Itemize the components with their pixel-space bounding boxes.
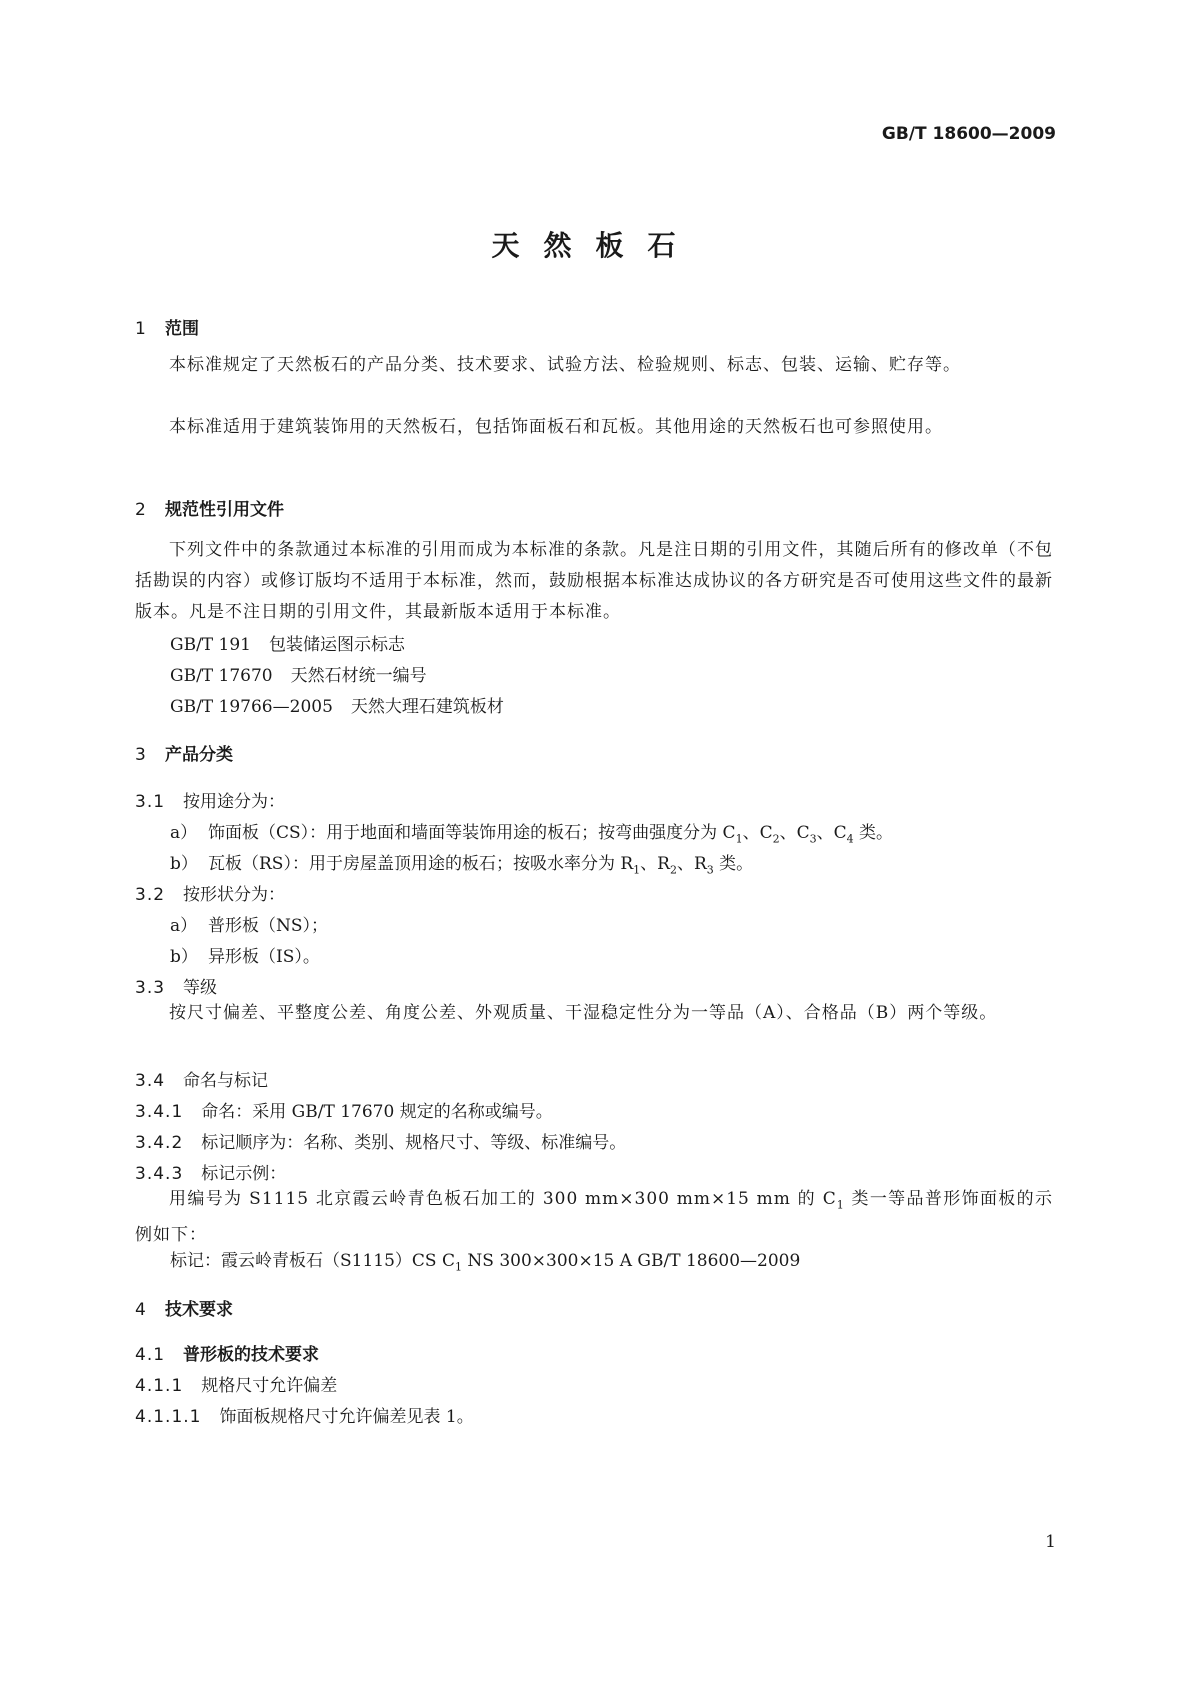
clause-3-1 <box>135 787 285 812</box>
clause-3-4-2 <box>135 1128 626 1153</box>
clause-3-3 <box>135 973 217 998</box>
reference-name: 天然石材统一编号 <box>290 666 427 686</box>
clause-number: 4.1.1.1 <box>135 1407 202 1427</box>
section-3-heading <box>135 740 233 765</box>
reference-name: 包装储运图示标志 <box>269 635 405 655</box>
clause-3-4-3-paragraph <box>135 1184 1053 1251</box>
section-title: 范围 <box>165 319 199 339</box>
subscript: 1 <box>735 832 743 846</box>
clause-title: 规格尺寸允许偏差 <box>201 1376 338 1396</box>
clause-title: 饰面板规格尺寸允许偏差见表 1。 <box>219 1407 474 1427</box>
list-text: 、R <box>640 854 670 874</box>
mark-text: 标记：霞云岭青板石（S1115）CS C <box>170 1251 455 1271</box>
clause-title: 按用途分为： <box>183 792 286 812</box>
clause-3-4-3 <box>135 1159 286 1184</box>
section-2-heading <box>135 495 284 520</box>
reference-item <box>170 630 405 655</box>
list-label: b） <box>170 947 198 967</box>
section-title: 规范性引用文件 <box>165 500 284 520</box>
clause-number: 3.4.2 <box>135 1133 184 1153</box>
clause-title: 标记顺序为：名称、类别、规格尺寸、等级、标准编号。 <box>201 1133 627 1153</box>
list-item <box>170 911 328 936</box>
paragraph-text: 用编号为 S1115 北京霞云岭青色板石加工的 300 mm×300 mm×15 mm 的 C <box>169 1189 837 1209</box>
list-item <box>170 942 320 967</box>
section-number: 2 <box>135 500 146 520</box>
clause-title: 标记示例： <box>201 1164 287 1184</box>
clause-title: 等级 <box>183 978 218 998</box>
clause-4-1-1 <box>135 1371 337 1396</box>
mark-text: NS 300×300×15 A GB/T 18600—2009 <box>461 1251 801 1271</box>
standard-number: GB/T 18600—2009 <box>881 124 1056 144</box>
list-text: 、C <box>816 823 847 843</box>
clause-title: 普形板的技术要求 <box>183 1345 320 1365</box>
list-text: 瓦板（RS）：用于房屋盖顶用途的板石；按吸水率分为 R <box>208 854 634 874</box>
section-number: 1 <box>135 319 146 339</box>
list-text: 类。 <box>853 823 894 843</box>
clause-number: 4.1 <box>135 1345 166 1365</box>
clause-4-1 <box>135 1340 319 1365</box>
clause-number: 4.1.1 <box>135 1376 184 1396</box>
clause-3-4-1 <box>135 1097 553 1122</box>
section-title: 技术要求 <box>165 1300 233 1320</box>
clause-title: 命名与标记 <box>183 1071 269 1091</box>
clause-4-1-1-1 <box>135 1402 474 1427</box>
subscript: 2 <box>669 863 677 877</box>
clause-title: 命名：采用 GB/T 17670 规定的名称或编号。 <box>201 1102 553 1122</box>
clause-number: 3.1 <box>135 792 166 812</box>
reference-code: GB/T 17670 <box>170 666 273 686</box>
section-title: 产品分类 <box>165 745 233 765</box>
clause-number: 3.4 <box>135 1071 166 1091</box>
list-text: 普形板（NS）； <box>208 916 329 936</box>
mark-example <box>170 1246 800 1273</box>
list-item <box>170 849 753 876</box>
section-number: 4 <box>135 1300 146 1320</box>
subscript: 1 <box>633 863 641 877</box>
reference-code: GB/T 19766—2005 <box>170 697 333 717</box>
subscript: 1 <box>836 1198 845 1212</box>
subscript: 3 <box>809 832 817 846</box>
list-item <box>170 818 893 845</box>
section-1-paragraph-1: 本标准规定了天然板石的产品分类、技术要求、试验方法、检验规则、标志、包装、运输、贮存等。 <box>169 355 961 375</box>
list-text: 饰面板（CS）：用于地面和墙面等装饰用途的板石；按弯曲强度分为 C <box>208 823 736 843</box>
section-2-paragraph: 下列文件中的条款通过本标准的引用而成为本标准的条款。凡是注日期的引用文件，其随后所有的修改单（不包括勘误的内容）或修订版均不适用于本标准，然而，鼓励根据本标准达成协议的各方研究是否可使用这些文件的最新版本。凡是不注日期的引用文件，其最新版本适用于本标准。 <box>135 540 1053 622</box>
clause-number: 3.4.3 <box>135 1164 184 1184</box>
reference-code: GB/T 191 <box>170 635 251 655</box>
document-title: 天然板石 <box>491 229 700 262</box>
section-number: 3 <box>135 745 146 765</box>
reference-item <box>170 692 504 717</box>
list-label: a） <box>170 916 198 936</box>
clause-number: 3.3 <box>135 978 166 998</box>
list-text: 、R <box>676 854 707 874</box>
clause-3-4 <box>135 1066 268 1091</box>
subscript: 1 <box>454 1260 462 1274</box>
list-label: a） <box>170 823 198 843</box>
clause-3-2 <box>135 880 285 905</box>
clause-number: 3.4.1 <box>135 1102 184 1122</box>
subscript: 4 <box>846 832 854 846</box>
list-text: 、C <box>779 823 810 843</box>
list-text: 、C <box>742 823 773 843</box>
clause-title: 按形状分为： <box>183 885 286 905</box>
clause-3-3-paragraph: 按尺寸偏差、平整度公差、角度公差、外观质量、干湿稳定性分为一等品（A）、合格品（B）两个等级。 <box>169 1003 998 1023</box>
page-number: 1 <box>1045 1532 1056 1552</box>
list-label: b） <box>170 854 198 874</box>
section-1-paragraph-2: 本标准适用于建筑装饰用的天然板石，包括饰面板石和瓦板。其他用途的天然板石也可参照使用。 <box>169 417 943 437</box>
section-1-heading <box>135 314 199 339</box>
list-text: 类。 <box>713 854 754 874</box>
list-text: 异形板（IS）。 <box>208 947 320 967</box>
section-4-heading <box>135 1295 233 1320</box>
reference-name: 天然大理石建筑板材 <box>350 697 504 717</box>
clause-number: 3.2 <box>135 885 166 905</box>
subscript: 2 <box>772 832 780 846</box>
paragraph-text: 类一等品普形饰面板的示例如下： <box>135 1189 1054 1246</box>
reference-item <box>170 661 427 686</box>
subscript: 3 <box>706 863 714 877</box>
